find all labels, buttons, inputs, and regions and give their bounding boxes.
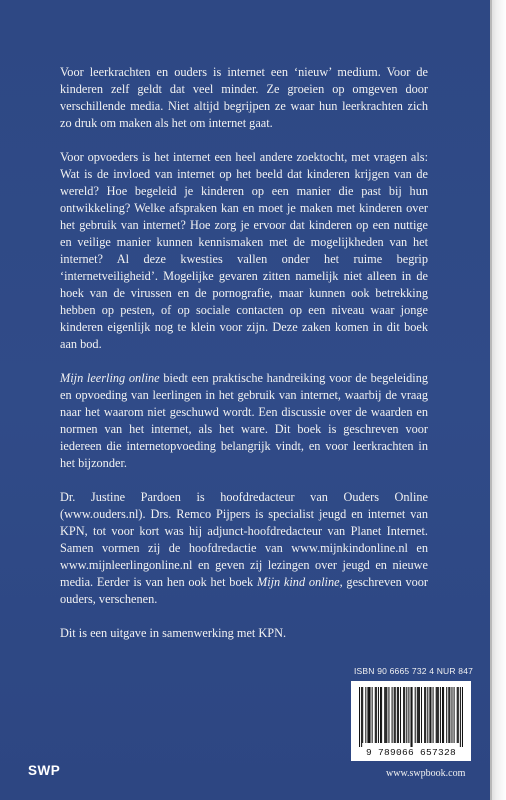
barcode-bar [430,687,431,743]
barcode-bar [458,687,459,743]
barcode-bar [395,687,396,743]
book-description-text: biedt een praktische handreiking voor de begeleiding en opvoeding van leerlingen in het gebruik van internet, waarbij de vraag naar het waarom niet geschuwd wordt. Een discussie over de waarden en normen van het internet, als het ware. Dit boek is geschreven voor iedereen die internetopvoeding belangrijk vindt, en voor leerkrachten in het bijzonder. [60,371,428,470]
barcode-bar [370,687,371,743]
paragraph-authors [60,489,428,608]
barcode-bar [368,687,369,743]
paragraph-partnership: Dit is een uitgave in samenwerking met KPN. [60,626,287,640]
barcode-bar [449,687,450,743]
barcode-bar [429,687,430,743]
barcode-bar [378,687,379,743]
barcode-bar [462,687,463,747]
barcode-bar [359,687,360,747]
publisher-logo: SWP [28,763,61,778]
barcode-bar [454,687,455,743]
barcode-bar [460,687,461,747]
barcode-number: 9 789066 657328 [365,747,456,758]
barcode-bar [457,687,458,743]
barcode-bar [381,687,382,743]
book-title: Mijn leerling online [60,371,160,385]
barcode-bar [400,687,401,743]
barcode-bar [408,687,409,743]
barcode-bar [375,687,376,743]
barcode-bar [415,687,416,743]
barcode-bar [442,687,443,743]
barcode-bar [418,687,419,743]
barcode-bar [433,687,434,743]
barcode-bar [425,687,426,743]
barcode-bar [451,687,452,743]
barcode [351,681,471,761]
barcode-bar [386,687,387,743]
barcode-bar [394,687,395,743]
barcode-bar [427,687,428,743]
barcode-bar [424,687,425,743]
barcode-bar [438,687,439,743]
barcode-bar [446,687,447,743]
barcode-bar [397,687,398,743]
barcode-bar [388,687,389,743]
barcode-bar [372,687,373,743]
barcode-bar [367,687,368,743]
barcode-bar [436,687,437,743]
barcode-bar [419,687,420,743]
paragraph-questions: Voor opvoeders is het internet een heel andere zoektocht, met vragen als: Wat is de invloed van internet op het beeld dat kinderen krijgen van de wereld? Hoe begeleid je kinderen op een manier die past bij hun ontwikkeling? Welke afspraken kan en moet je maken met kinderen over het gebruik van internet? Hoe zorg je ervoor dat kinderen op een nuttige en veilige manier kunnen kennismaken met de mogelijkheden van het internet? Al deze kwesties vallen onder het ruime begrip ‘internetveiligheid’. Mogelijke gevaren zitten namelijk niet alleen in de hoek van de virussen en de pornografie, maar kunnen ook betrekking hebben op pesten, of op sociale contacten op een niveau waar jonge kinderen eigenlijk nog te klein voor zijn. Deze zaken komen in dit boek aan bod. [60,150,428,351]
barcode-bar [417,687,418,743]
barcode-bar [421,687,422,743]
blurb-text [60,64,428,659]
barcode-bar [361,687,362,747]
paragraph-intro: Voor leerkrachten en ouders is internet een ‘nieuw’ medium. Voor de kinderen zelf geldt dat veel minder. Ze groeien op omgeven door verschillende media. Niet altijd begrijpen ze waar hun leerkrachten zich zo druk om maken als het om internet gaat. [60,65,428,130]
barcode-bar [403,687,404,743]
barcode-bar [437,687,438,743]
barcode-bar [443,687,444,743]
barcode-bar [362,687,363,743]
publisher-website: www.swpbook.com [386,768,466,779]
barcode-bar [398,687,399,743]
authors-text-end: , geschreven voor ouders, verschenen. [60,575,429,606]
barcode-bar [392,687,393,743]
barcode-bar [406,687,407,743]
barcode-bar [404,687,405,743]
barcode-bar [440,687,441,743]
barcode-bar [376,687,377,743]
other-book-title: Mijn kind online [256,575,340,589]
authors-text: Dr. Justine Pardoen is hoofdredacteur van Ouders Online (www.ouders.nl). Drs. Remco Pijpers is specialist jeugd en internet van KPN, tot voor kort was hij adjunct-hoofdredacteur van Planet Internet. Samen vormen zij de hoofdredactie van www.mijnkindonline.nl en www.mijnleerlingonline.nl en geven zij lezingen over jeugd en nieuwe media. Eerder is van hen ook het boek [60,490,428,589]
barcode-bars [359,687,463,747]
barcode-bar [412,687,413,747]
barcode-bar [380,687,381,743]
barcode-bar [385,687,386,743]
paragraph-book-description [60,370,428,472]
barcode-bar [410,687,411,747]
barcode-bar [384,687,385,743]
barcode-bar [365,687,366,743]
isbn-nur-line: ISBN 90 6665 732 4 NUR 847 [354,666,474,676]
page-edge [490,0,506,800]
barcode-bar [448,687,449,743]
